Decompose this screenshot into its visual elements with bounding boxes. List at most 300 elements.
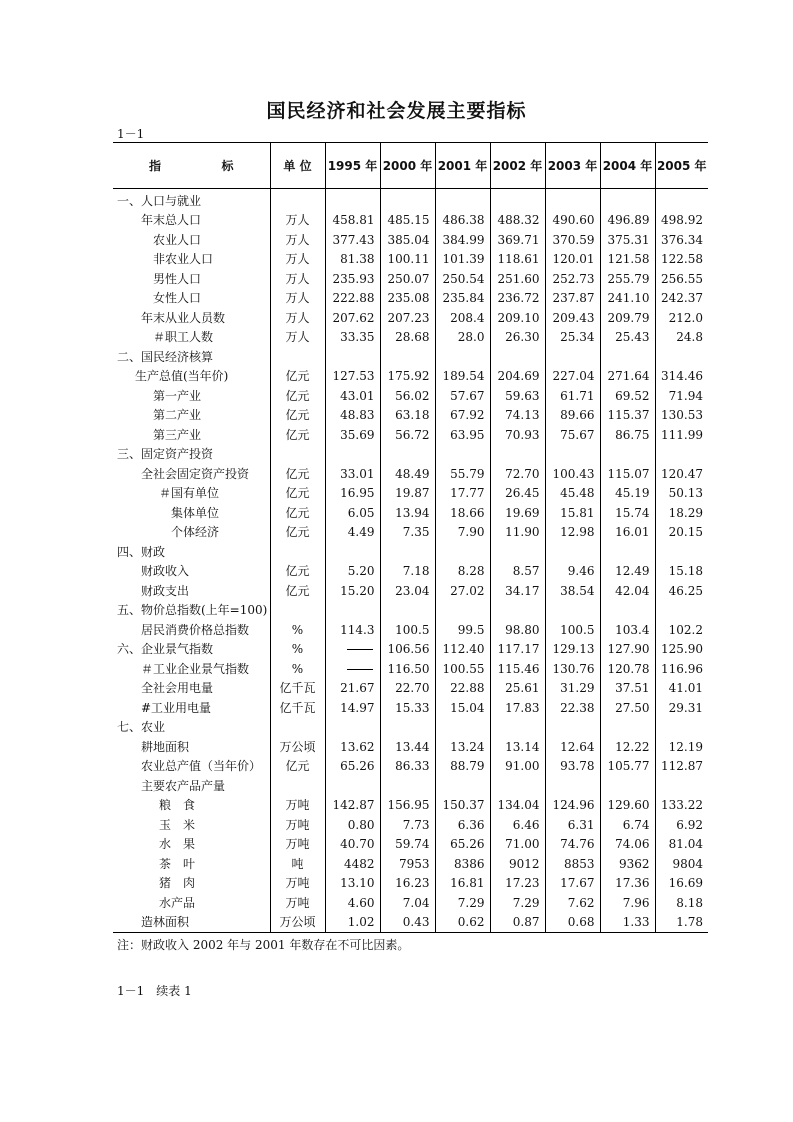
row-unit: 亿元 [270, 387, 325, 407]
table-row [113, 699, 708, 719]
row-value: 0.68 [545, 913, 600, 933]
row-indicator-name: 财政收入 [141, 564, 190, 579]
row-value: 7.62 [545, 894, 600, 914]
row-value: 384.99 [435, 231, 490, 251]
row-value: 13.24 [435, 738, 490, 758]
row-value: 71.00 [490, 835, 545, 855]
row-unit: % [270, 660, 325, 680]
row-indicator-name: 五、物价总指数(上年=100) [117, 603, 268, 618]
row-value: 0.43 [380, 913, 435, 933]
row-value [600, 445, 655, 465]
row-value: 7.04 [380, 894, 435, 914]
row-indicator-name: 农业人口 [153, 232, 202, 247]
row-value [600, 348, 655, 368]
row-value: 13.10 [325, 874, 380, 894]
row-unit: 亿元 [270, 426, 325, 446]
row-value: 15.81 [545, 504, 600, 524]
row-value: 12.98 [545, 523, 600, 543]
row-value: 17.83 [490, 699, 545, 719]
row-value: 133.22 [655, 796, 708, 816]
row-unit: 亿元 [270, 757, 325, 777]
row-value: 34.17 [490, 582, 545, 602]
row-indicator-name: 第三产业 [153, 427, 202, 442]
row-unit [270, 445, 325, 465]
row-value: 33.01 [325, 465, 380, 485]
row-value: 65.26 [325, 757, 380, 777]
header-year-2001: 2001 年 [435, 143, 490, 189]
row-unit: 万人 [270, 231, 325, 251]
row-value: 7.29 [490, 894, 545, 914]
row-value [490, 189, 545, 212]
row-value: 8853 [545, 855, 600, 875]
table-row [113, 211, 708, 231]
row-unit: 万吨 [270, 835, 325, 855]
row-value: 88.79 [435, 757, 490, 777]
row-value: 120.01 [545, 250, 600, 270]
row-value: 74.76 [545, 835, 600, 855]
row-indicator-name: 非农业人口 [153, 252, 214, 267]
row-value: 118.61 [490, 250, 545, 270]
row-value: 105.77 [600, 757, 655, 777]
row-indicator-name: 居民消费价格总指数 [141, 622, 250, 637]
table-row [113, 504, 708, 524]
table-row [113, 465, 708, 485]
table-row [113, 250, 708, 270]
no-data-dash [347, 649, 373, 650]
header-year-2004: 2004 年 [600, 143, 655, 189]
row-value: 18.29 [655, 504, 708, 524]
row-indicator-name: 第二产业 [153, 408, 202, 423]
row-value: 65.26 [435, 835, 490, 855]
row-value: 127.53 [325, 367, 380, 387]
row-unit: 万人 [270, 211, 325, 231]
row-indicator-name: 造林面积 [113, 913, 270, 933]
row-value: 175.92 [380, 367, 435, 387]
row-value [655, 189, 708, 212]
row-value: 314.46 [655, 367, 708, 387]
row-value [600, 601, 655, 621]
row-value: 385.04 [380, 231, 435, 251]
table-row [113, 582, 708, 602]
row-value: 235.84 [435, 289, 490, 309]
row-value [435, 445, 490, 465]
row-value: 1.78 [655, 913, 708, 933]
row-value [380, 445, 435, 465]
row-indicator-name: ＃工业企业景气指数 [141, 661, 250, 676]
row-value: 4482 [325, 855, 380, 875]
row-value: 7.90 [435, 523, 490, 543]
row-unit: 万公顷 [270, 738, 325, 758]
row-indicator-name: ＃职工人数 [153, 330, 214, 345]
row-value: 56.72 [380, 426, 435, 446]
row-value: 0.87 [490, 913, 545, 933]
header-year-2005: 2005 年 [655, 143, 708, 189]
table-row [113, 367, 708, 387]
row-value [435, 543, 490, 563]
row-value: 17.36 [600, 874, 655, 894]
row-value: 13.44 [380, 738, 435, 758]
row-value: 81.04 [655, 835, 708, 855]
row-value: 4.60 [325, 894, 380, 914]
row-value [600, 543, 655, 563]
row-value-dash [325, 640, 380, 660]
row-value [655, 445, 708, 465]
header-year-2003: 2003 年 [545, 143, 600, 189]
row-unit: 万人 [270, 270, 325, 290]
row-unit: 亿元 [270, 523, 325, 543]
row-value: 0.62 [435, 913, 490, 933]
row-indicator-name: 茶 叶 [159, 856, 196, 871]
row-value: 189.54 [435, 367, 490, 387]
row-value: 129.60 [600, 796, 655, 816]
row-value: 59.74 [380, 835, 435, 855]
row-value [545, 777, 600, 797]
row-indicator-name: 四、财政 [117, 544, 166, 559]
header-indicator-char-2: 标 [221, 159, 234, 173]
row-value: 116.96 [655, 660, 708, 680]
row-value: 117.17 [490, 640, 545, 660]
row-value: 45.19 [600, 484, 655, 504]
row-unit: % [270, 640, 325, 660]
row-value: 7.18 [380, 562, 435, 582]
row-value: 29.31 [655, 699, 708, 719]
row-unit: 亿元 [270, 367, 325, 387]
row-value: 102.2 [655, 621, 708, 641]
row-value: 6.36 [435, 816, 490, 836]
row-value [380, 189, 435, 212]
row-value: 103.4 [600, 621, 655, 641]
row-value: 496.89 [600, 211, 655, 231]
table-row [113, 855, 708, 875]
row-value: 6.31 [545, 816, 600, 836]
row-value: 35.69 [325, 426, 380, 446]
row-value: 1.33 [600, 913, 655, 933]
row-value: 38.54 [545, 582, 600, 602]
row-value: 81.38 [325, 250, 380, 270]
row-unit: 万人 [270, 250, 325, 270]
header-year-2002: 2002 年 [490, 143, 545, 189]
row-value: 74.06 [600, 835, 655, 855]
row-value [435, 777, 490, 797]
row-value: 12.64 [545, 738, 600, 758]
row-value: 19.87 [380, 484, 435, 504]
row-value: 16.69 [655, 874, 708, 894]
row-value: 120.47 [655, 465, 708, 485]
row-value: 251.60 [490, 270, 545, 290]
row-value: 59.63 [490, 387, 545, 407]
row-value: 28.0 [435, 328, 490, 348]
row-value: 63.18 [380, 406, 435, 426]
row-value: 17.67 [545, 874, 600, 894]
row-value [655, 777, 708, 797]
table-row [113, 348, 708, 368]
row-value: 252.73 [545, 270, 600, 290]
row-value: 5.20 [325, 562, 380, 582]
row-value: 57.67 [435, 387, 490, 407]
row-value [490, 601, 545, 621]
row-value [325, 189, 380, 212]
row-value: 7.96 [600, 894, 655, 914]
row-value: 6.05 [325, 504, 380, 524]
row-value: 6.74 [600, 816, 655, 836]
row-value: 45.48 [545, 484, 600, 504]
row-value [545, 601, 600, 621]
row-value: 67.92 [435, 406, 490, 426]
row-value: 7.29 [435, 894, 490, 914]
row-unit [270, 777, 325, 797]
row-value: 129.13 [545, 640, 600, 660]
row-value [435, 601, 490, 621]
row-value: 26.45 [490, 484, 545, 504]
row-value: 115.07 [600, 465, 655, 485]
row-value: 50.13 [655, 484, 708, 504]
row-value: 27.50 [600, 699, 655, 719]
row-value: 86.33 [380, 757, 435, 777]
row-value: 69.52 [600, 387, 655, 407]
row-value: 9362 [600, 855, 655, 875]
row-value [545, 445, 600, 465]
row-value: 370.59 [545, 231, 600, 251]
row-value [435, 348, 490, 368]
row-value [325, 601, 380, 621]
row-value: 42.04 [600, 582, 655, 602]
row-value [600, 189, 655, 212]
row-unit: 亿千瓦 [270, 699, 325, 719]
row-indicator-name: ＃国有单位 [159, 486, 220, 501]
row-value: 99.5 [435, 621, 490, 641]
row-value [325, 718, 380, 738]
table-row [113, 796, 708, 816]
row-value: 485.15 [380, 211, 435, 231]
row-value: 9804 [655, 855, 708, 875]
row-value: 71.94 [655, 387, 708, 407]
row-value [545, 718, 600, 738]
table-row [113, 601, 708, 621]
row-value: 8.18 [655, 894, 708, 914]
row-value: 498.92 [655, 211, 708, 231]
row-value: 6.46 [490, 816, 545, 836]
row-value: 43.01 [325, 387, 380, 407]
row-value: 48.83 [325, 406, 380, 426]
row-value: 242.37 [655, 289, 708, 309]
row-value: 116.50 [380, 660, 435, 680]
table-row [113, 523, 708, 543]
row-value: 72.70 [490, 465, 545, 485]
row-value: 204.69 [490, 367, 545, 387]
row-value: 241.10 [600, 289, 655, 309]
row-value: 9012 [490, 855, 545, 875]
row-value: 235.93 [325, 270, 380, 290]
row-value: 8386 [435, 855, 490, 875]
row-indicator-name: 七、农业 [117, 720, 166, 735]
row-value: 120.78 [600, 660, 655, 680]
row-value [655, 718, 708, 738]
table-row [113, 387, 708, 407]
row-value: 70.93 [490, 426, 545, 446]
row-indicator-name: 女性人口 [153, 291, 202, 306]
row-value: 9.46 [545, 562, 600, 582]
row-value [545, 348, 600, 368]
row-indicator-name: 全社会固定资产投资 [141, 466, 250, 481]
row-value: 100.43 [545, 465, 600, 485]
table-row [113, 426, 708, 446]
row-value-dash [325, 660, 380, 680]
row-value: 22.88 [435, 679, 490, 699]
row-value: 100.55 [435, 660, 490, 680]
row-value: 142.87 [325, 796, 380, 816]
row-value: 222.88 [325, 289, 380, 309]
row-unit [270, 348, 325, 368]
row-indicator-name: 年末从业人员数 [141, 310, 226, 325]
no-data-dash [347, 669, 373, 670]
row-value [435, 189, 490, 212]
row-value: 28.68 [380, 328, 435, 348]
row-value: 14.97 [325, 699, 380, 719]
row-unit [270, 189, 325, 212]
row-value: 130.76 [545, 660, 600, 680]
row-value: 100.5 [380, 621, 435, 641]
row-value: 15.33 [380, 699, 435, 719]
row-value [490, 348, 545, 368]
row-value: 24.8 [655, 328, 708, 348]
row-value: 271.64 [600, 367, 655, 387]
table-row [113, 270, 708, 290]
row-value: 250.54 [435, 270, 490, 290]
table-row [113, 894, 708, 914]
row-indicator-name: 集体单位 [171, 505, 220, 520]
header-indicator-char-1: 指 [149, 159, 162, 173]
row-value [655, 348, 708, 368]
row-value: 150.37 [435, 796, 490, 816]
row-value: 33.35 [325, 328, 380, 348]
row-value: 256.55 [655, 270, 708, 290]
header-indicator [113, 143, 270, 189]
row-value: 207.23 [380, 309, 435, 329]
row-value: 16.95 [325, 484, 380, 504]
row-value [325, 777, 380, 797]
row-value: 115.46 [490, 660, 545, 680]
row-value: 41.01 [655, 679, 708, 699]
row-value: 227.04 [545, 367, 600, 387]
row-unit: 亿元 [270, 406, 325, 426]
row-value [435, 718, 490, 738]
row-value: 111.99 [655, 426, 708, 446]
table-row [113, 406, 708, 426]
row-value: 48.49 [380, 465, 435, 485]
continued-label: 1－1 续表 1 [117, 984, 192, 998]
row-value: 75.67 [545, 426, 600, 446]
row-unit: 万人 [270, 289, 325, 309]
table-row [113, 328, 708, 348]
table-row [113, 835, 708, 855]
row-value: 26.30 [490, 328, 545, 348]
row-indicator-name: 财政支出 [141, 583, 190, 598]
row-unit [270, 601, 325, 621]
row-value: 376.34 [655, 231, 708, 251]
row-value: 55.79 [435, 465, 490, 485]
row-value: 375.31 [600, 231, 655, 251]
row-value: 15.04 [435, 699, 490, 719]
row-value: 207.62 [325, 309, 380, 329]
row-value: 490.60 [545, 211, 600, 231]
row-indicator-name: 农业总产值（当年价） [141, 759, 262, 774]
row-value: 212.0 [655, 309, 708, 329]
row-value: 8.28 [435, 562, 490, 582]
row-unit: 万吨 [270, 894, 325, 914]
row-value: 18.66 [435, 504, 490, 524]
row-value: 11.90 [490, 523, 545, 543]
table-row [113, 816, 708, 836]
row-unit: 万公顷 [270, 913, 325, 933]
row-value: 93.78 [545, 757, 600, 777]
row-unit: 亿千瓦 [270, 679, 325, 699]
row-value [380, 348, 435, 368]
table-row [113, 289, 708, 309]
row-value [380, 777, 435, 797]
table-row [113, 309, 708, 329]
row-indicator-name: 全社会用电量 [141, 681, 214, 696]
row-unit: 万人 [270, 328, 325, 348]
table-row [113, 913, 708, 933]
table-row [113, 562, 708, 582]
row-value: 121.58 [600, 250, 655, 270]
row-value: 7.73 [380, 816, 435, 836]
indicators-table [113, 142, 708, 933]
row-value: 37.51 [600, 679, 655, 699]
row-value: 22.70 [380, 679, 435, 699]
row-value: 106.56 [380, 640, 435, 660]
row-value: 122.58 [655, 250, 708, 270]
row-value: 12.49 [600, 562, 655, 582]
row-value: 46.25 [655, 582, 708, 602]
table-row [113, 640, 708, 660]
row-value: 17.77 [435, 484, 490, 504]
row-value: 15.74 [600, 504, 655, 524]
row-value: 16.01 [600, 523, 655, 543]
row-indicator-name: 玉 米 [159, 817, 196, 832]
row-value [655, 543, 708, 563]
table-body [113, 189, 708, 933]
row-value: 13.14 [490, 738, 545, 758]
row-value: 21.67 [325, 679, 380, 699]
row-value: 1.02 [325, 913, 380, 933]
row-value [545, 189, 600, 212]
row-value: 12.19 [655, 738, 708, 758]
row-value: 0.80 [325, 816, 380, 836]
table-row [113, 231, 708, 251]
row-indicator-name: 男性人口 [153, 271, 202, 286]
row-value: 100.5 [545, 621, 600, 641]
row-value: 63.95 [435, 426, 490, 446]
row-value: 27.02 [435, 582, 490, 602]
row-unit: 亿元 [270, 562, 325, 582]
row-unit: 万吨 [270, 796, 325, 816]
row-value: 74.13 [490, 406, 545, 426]
row-indicator-name: 生产总值(当年价) [135, 369, 229, 384]
row-value [325, 543, 380, 563]
row-value: 13.94 [380, 504, 435, 524]
row-unit: 万吨 [270, 874, 325, 894]
row-value [655, 601, 708, 621]
table-row [113, 757, 708, 777]
row-value: 8.57 [490, 562, 545, 582]
row-value: 4.49 [325, 523, 380, 543]
row-value: 25.34 [545, 328, 600, 348]
row-indicator-name: 主要农产品产量 [141, 778, 226, 793]
row-value: 23.04 [380, 582, 435, 602]
row-value: 12.22 [600, 738, 655, 758]
header-year-1995: 1995 年 [325, 143, 380, 189]
